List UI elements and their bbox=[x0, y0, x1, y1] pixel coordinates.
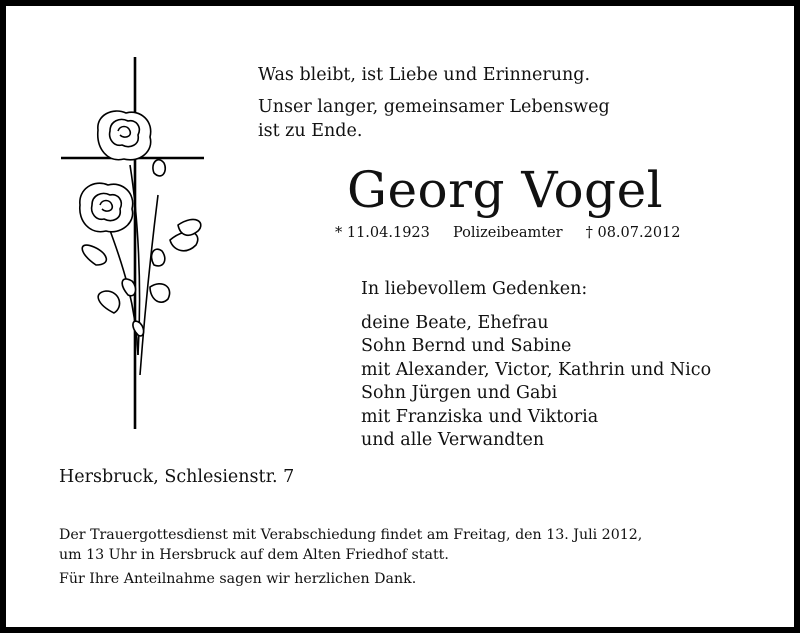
mourner-item: Sohn Jürgen und Gabi bbox=[361, 383, 558, 403]
mourner-item: Sohn Bernd und Sabine bbox=[361, 336, 572, 356]
cross-with-roses-icon bbox=[58, 55, 208, 435]
intro-line-2: Unser langer, gemeinsamer Lebensweg bbox=[258, 97, 610, 117]
family-address: Hersbruck, Schlesienstr. 7 bbox=[59, 467, 295, 487]
occupation: Polizeibeamter bbox=[452, 225, 563, 241]
service-notice bbox=[59, 526, 642, 590]
mourners-list bbox=[361, 312, 711, 453]
mourner-item: deine Beate, Ehefrau bbox=[361, 312, 549, 333]
thanks-line: Für Ihre Anteilnahme sagen wir herzlichen Dank. bbox=[59, 571, 417, 587]
intro-line-3: ist zu Ende. bbox=[258, 121, 363, 141]
mourner-item: mit Alexander, Victor, Kathrin und Nico bbox=[361, 359, 712, 380]
mourner-item: mit Franziska und Viktoria bbox=[361, 406, 599, 427]
intro-line-1: Was bleibt, ist Liebe und Erinnerung. bbox=[258, 65, 591, 85]
deceased-name: Georg Vogel bbox=[347, 161, 664, 219]
mourner-item: und alle Verwandten bbox=[361, 430, 545, 450]
service-line-1: Der Trauergottesdienst mit Verabschiedung findet am Freitag, den 13. Juli 2012, bbox=[59, 527, 643, 543]
mourners-block bbox=[361, 278, 711, 453]
mourners-heading: In liebevollem Gedenken: bbox=[361, 279, 588, 299]
intro-verse bbox=[258, 63, 610, 143]
death-date: † 08.07.2012 bbox=[585, 225, 681, 241]
service-line-2: um 13 Uhr in Hersbruck auf dem Alten Friedhof statt. bbox=[59, 546, 449, 563]
birth-date: * 11.04.1923 bbox=[335, 225, 430, 241]
life-dates bbox=[335, 223, 681, 243]
